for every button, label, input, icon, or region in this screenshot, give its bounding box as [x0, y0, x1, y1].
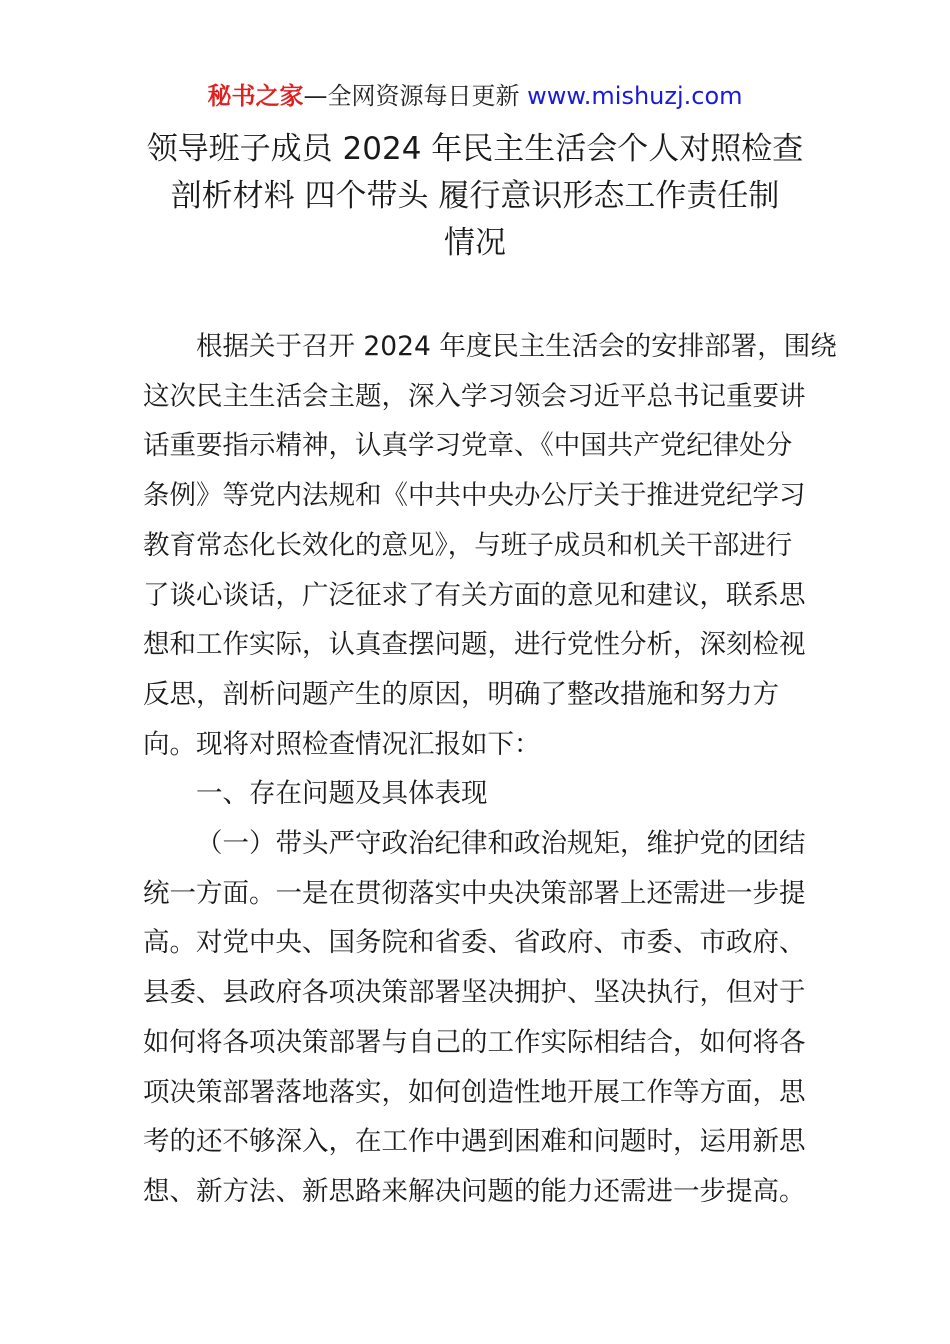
text-line: 统一方面。一是在贯彻落实中央决策部署上还需进一步提	[143, 877, 806, 909]
section-heading-text: 一、存在问题及具体表现	[196, 778, 488, 810]
text-line: 这次民主生活会主题，深入学习领会习近平总书记重要讲	[143, 380, 806, 412]
text-line: 根据关于召开 2024 年度民主生活会的安排部署，围绕	[196, 331, 837, 362]
site-header	[0, 80, 950, 112]
site-url-link[interactable]: www.mishuzj.com	[527, 82, 743, 110]
text-line: 考的还不够深入，在工作中遇到困难和问题时，运用新思	[143, 1126, 806, 1158]
section-paragraph	[143, 819, 813, 1217]
document-title	[130, 126, 820, 267]
text-line: 向。现将对照检查情况汇报如下：	[143, 728, 541, 760]
site-brand: 秘书之家	[207, 82, 304, 110]
text-line: 了谈心谈话，广泛征求了有关方面的意见和建议，联系思	[143, 579, 806, 611]
text-line: 教育常态化长效化的意见》，与班子成员和机关干部进行	[143, 529, 793, 561]
text-line: 想和工作实际，认真查摆问题，进行党性分析，深刻检视	[143, 629, 806, 661]
text-line: 条例》等党内法规和《中共中央办公厅关于推进党纪学习	[143, 480, 806, 512]
text-line: 项决策部署落地落实，如何创造性地开展工作等方面，思	[143, 1076, 806, 1108]
site-tagline: —全网资源每日更新	[303, 82, 520, 110]
section-heading	[143, 769, 813, 819]
text-line: （一）带头严守政治纪律和政治规矩，维护党的团结	[196, 828, 806, 860]
title-line: 剖析材料 四个带头 履行意识形态工作责任制	[170, 178, 780, 214]
text-line: 县委、县政府各项决策部署坚决拥护、坚决执行，但对于	[143, 977, 806, 1009]
title-line: 领导班子成员 2024 年民主生活会个人对照检查	[146, 131, 804, 167]
text-line: 反思，剖析问题产生的原因，明确了整改措施和努力方	[143, 678, 779, 710]
text-line: 想、新方法、新思路来解决问题的能力还需进一步提高。	[143, 1175, 806, 1207]
document-body	[143, 322, 837, 1217]
intro-paragraph	[143, 322, 837, 769]
text-line: 如何将各项决策部署与自己的工作实际相结合，如何将各	[143, 1026, 806, 1058]
title-line: 情况	[444, 225, 506, 261]
text-line: 高。对党中央、国务院和省委、省政府、市委、市政府、	[143, 927, 806, 959]
text-line: 话重要指示精神，认真学习党章、《中国共产党纪律处分	[143, 430, 793, 462]
